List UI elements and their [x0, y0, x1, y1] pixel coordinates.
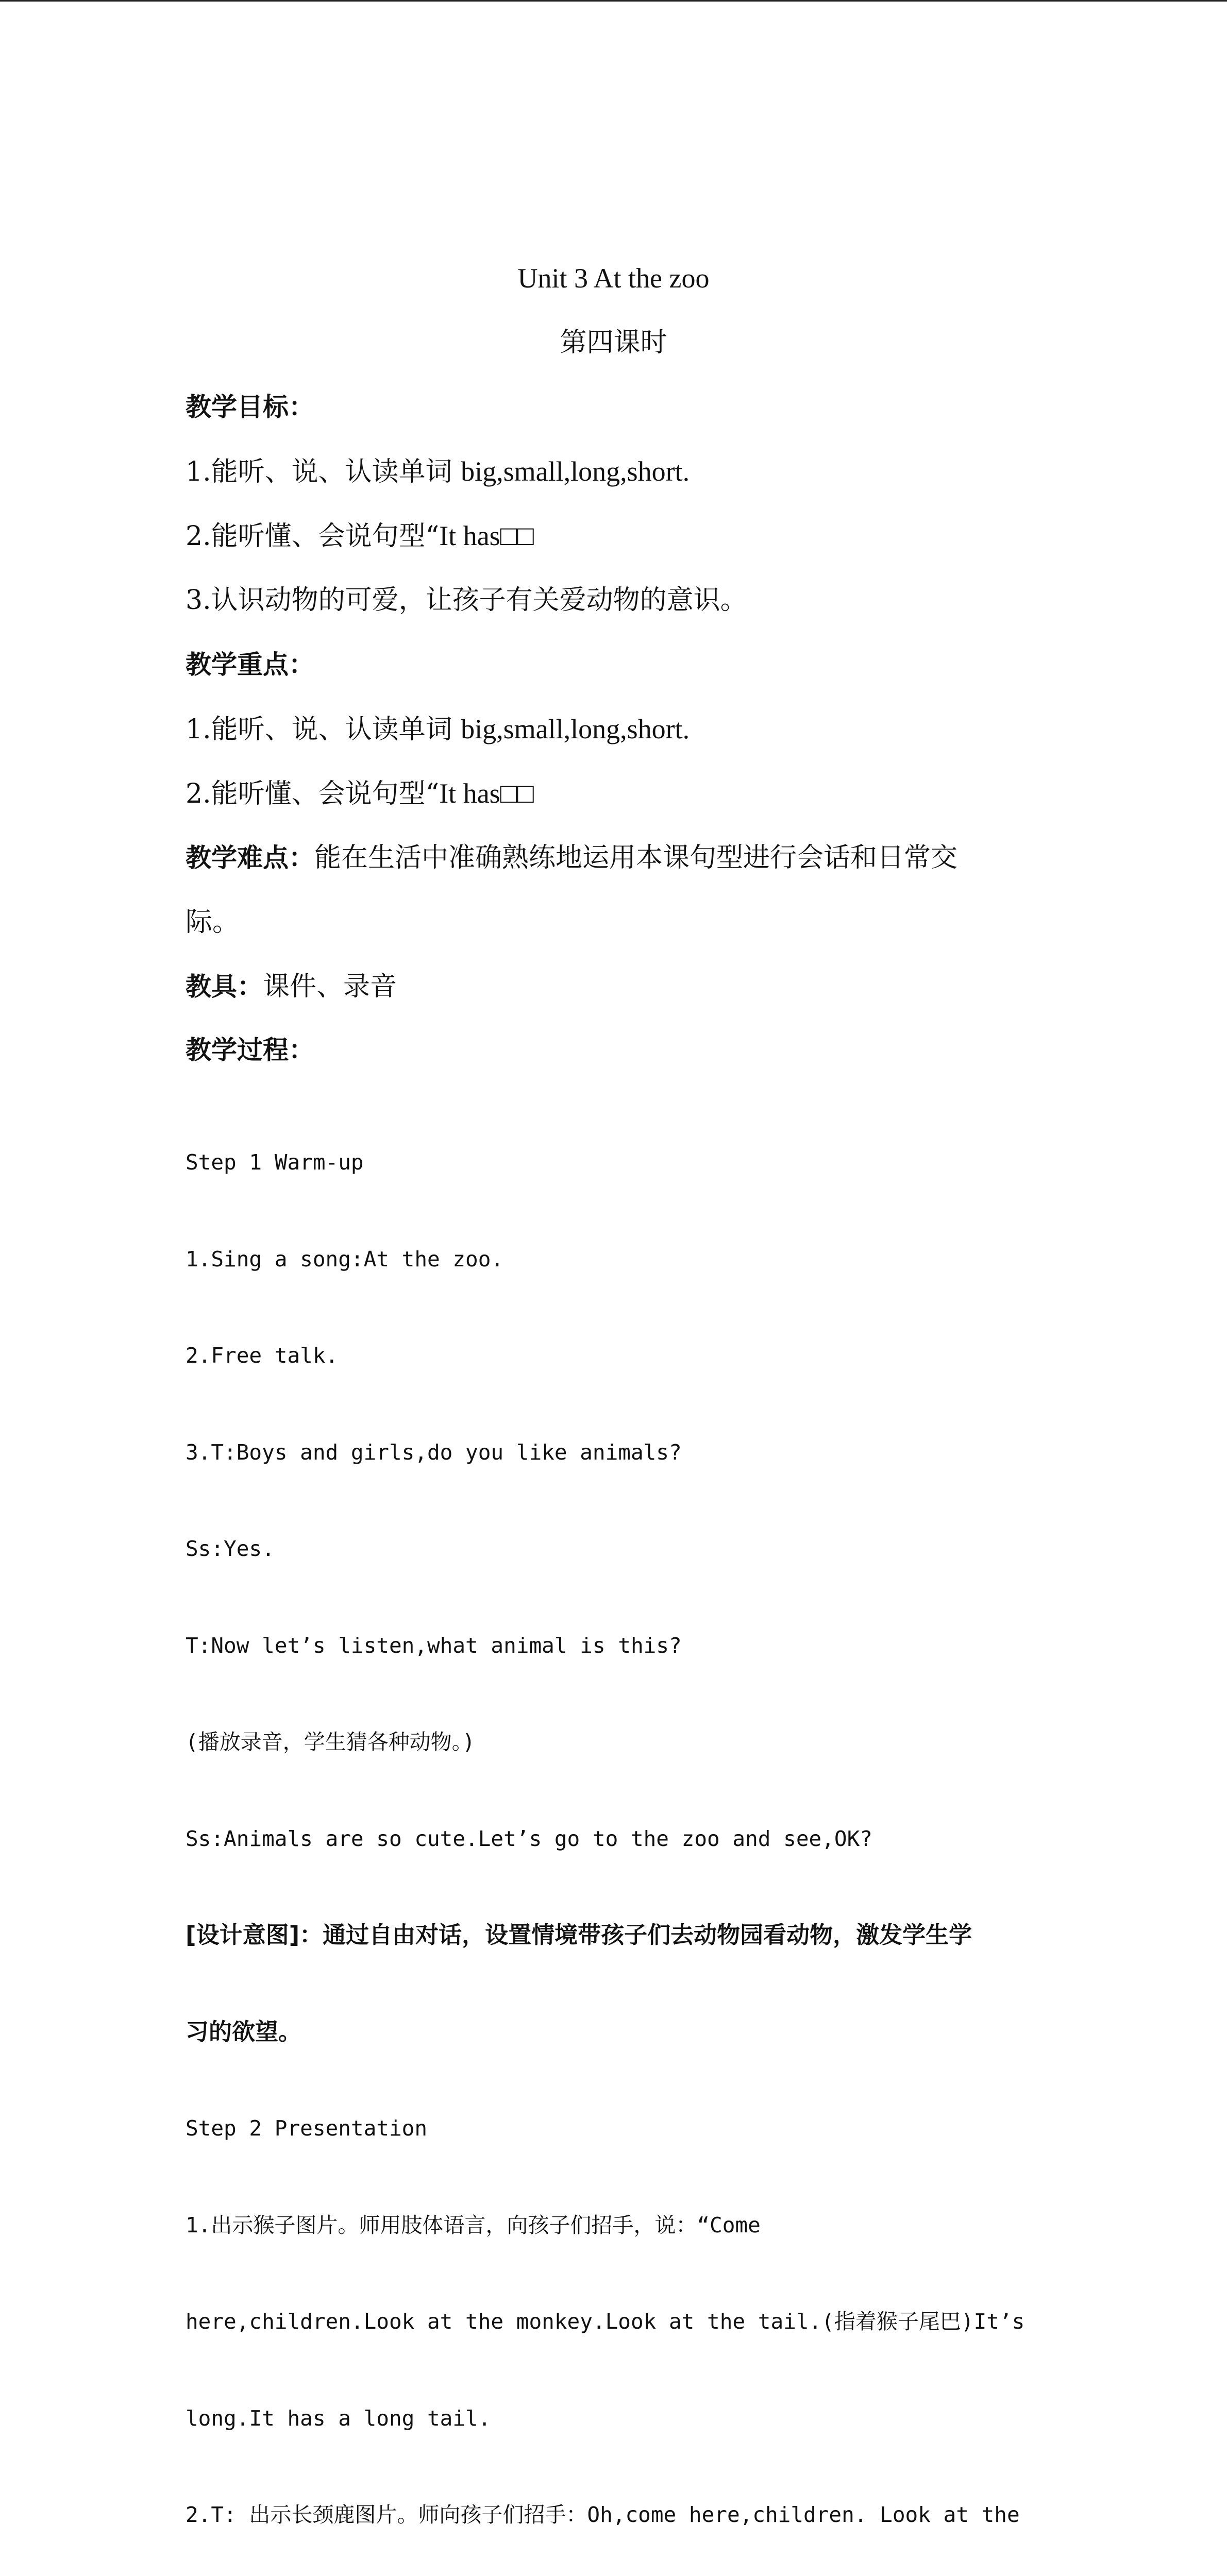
- process-line: 1.Sing a song:At the zoo.: [186, 1246, 504, 1272]
- difficulty-line-1: [186, 837, 1062, 878]
- key-point-item-1: [186, 708, 1062, 750]
- objective-item-2-en: It has□□: [439, 520, 534, 551]
- tools-heading: 教具：: [186, 972, 263, 1002]
- process-line: Step 1 Warm-up: [186, 1150, 364, 1175]
- tools-text: 课件、录音: [263, 971, 397, 1002]
- process-line: (播放录音，学生猜各种动物。): [186, 1730, 475, 1754]
- design-intent-line-1: [设计意图]：通过自由对话，设置情境带孩子们去动物园看动物，激发学生学: [186, 1921, 972, 1948]
- process-line: 2.T: 出示长颈鹿图片。师向孩子们招手：Oh,come here,children. Look at the: [186, 2502, 1020, 2527]
- difficulty-text-1: 能在生活中准确熟练地运用本课句型进行会话和日常交: [314, 842, 958, 873]
- process-heading: [186, 1029, 1062, 1071]
- objective-item-1-en: big,small,long,short.: [461, 456, 690, 487]
- process-line: Ss:Animals are so cute.Let’s go to the zoo and see,OK?: [186, 1826, 872, 1851]
- key-points-heading-text: 教学重点：: [186, 650, 314, 680]
- objective-item-2: [186, 515, 1062, 557]
- process-block-1: [186, 1082, 1051, 2576]
- difficulty-heading: 教学难点：: [186, 843, 314, 873]
- objective-item-1-prefix: 1.能听、说、认读单词: [186, 456, 461, 487]
- key-points-heading: [186, 644, 1062, 685]
- document-title: Unit 3 At the zoo: [517, 263, 710, 294]
- key-point-item-2-prefix: 2.能听懂、会说句型“: [186, 778, 440, 809]
- objective-item-3-prefix: 3.认识动物的可爱，让孩子有关爱动物的意识。: [186, 585, 747, 616]
- difficulty-line-2: [186, 902, 1062, 943]
- process-line: T:Now let’s listen,what animal is this?: [186, 1633, 682, 1658]
- key-point-item-1-en: big,small,long,short.: [461, 714, 690, 744]
- key-point-item-2-en: It has□□: [439, 778, 534, 809]
- process-line: long.It has a long tail.: [186, 2405, 491, 2431]
- key-point-item-1-prefix: 1.能听、说、认读单词: [186, 714, 461, 745]
- lesson-subtitle: 第四课时: [560, 327, 667, 358]
- design-intent-line-2: 习的欲望。: [186, 2018, 302, 2045]
- objectives-heading: [186, 386, 1062, 428]
- process-line: Ss:Yes.: [186, 1536, 275, 1561]
- process-line: here,children.Look at the monkey.Look at the tail.(指着猴子尾巴)It’s: [186, 2309, 1025, 2334]
- process-line: 2.Free talk.: [186, 1343, 339, 1368]
- tools-line: [186, 966, 1062, 1007]
- process-line: 3.T:Boys and girls,do you like animals?: [186, 1439, 682, 1465]
- objective-item-2-prefix: 2.能听懂、会说句型“: [186, 521, 440, 552]
- key-point-item-2: [186, 773, 1062, 815]
- difficulty-text-2: 际。: [186, 907, 240, 938]
- objectives-heading-text: 教学目标：: [186, 392, 314, 422]
- objective-item-1: [186, 451, 1062, 493]
- process-line: 1.出示猴子图片。师用肢体语言，向孩子们招手，说：“Come: [186, 2212, 761, 2238]
- process-line: Step 2 Presentation: [186, 2116, 427, 2141]
- process-heading-text: 教学过程：: [186, 1035, 314, 1065]
- objective-item-3: [186, 580, 1062, 621]
